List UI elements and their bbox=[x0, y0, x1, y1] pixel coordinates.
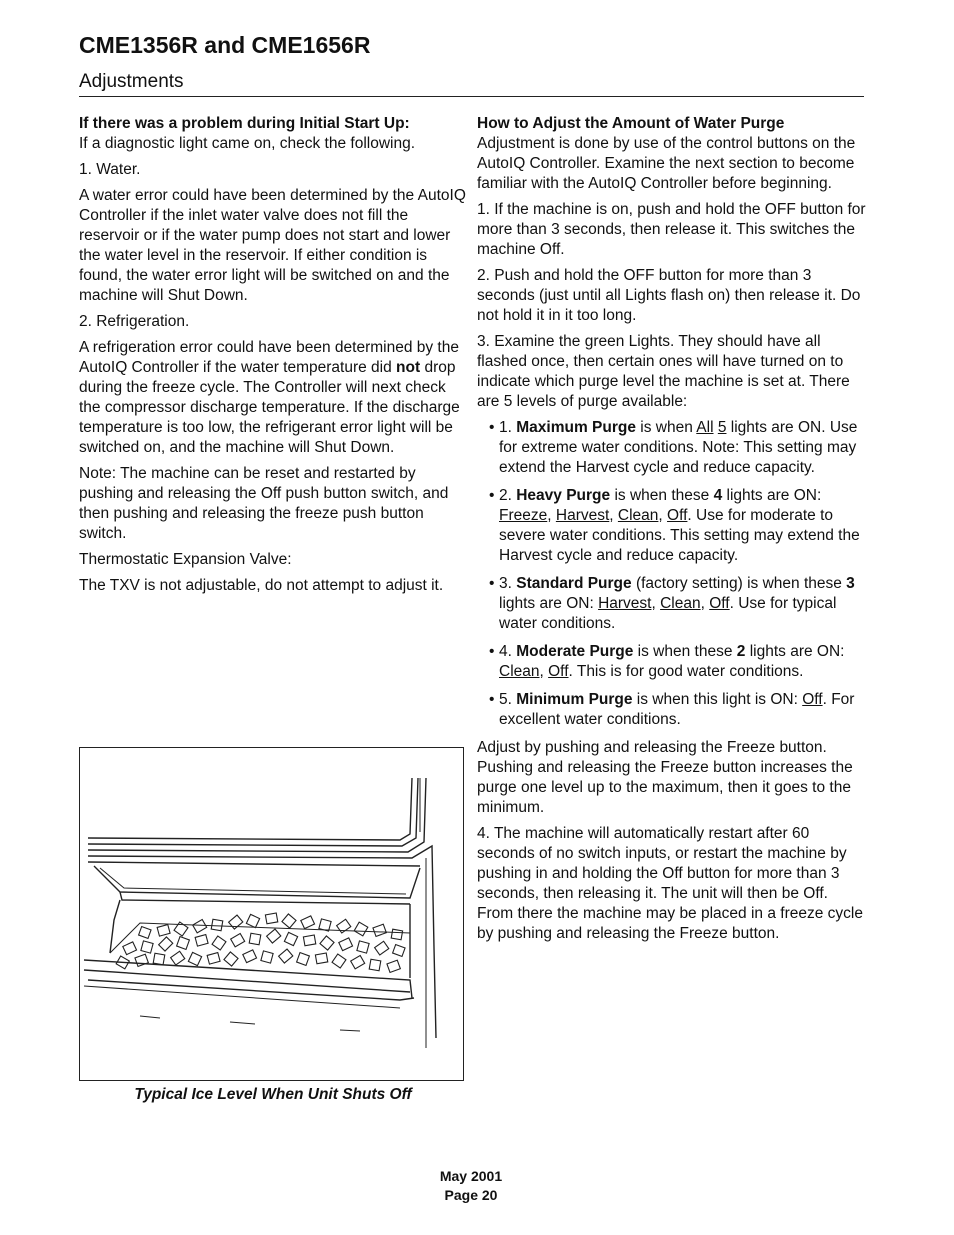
section-title: Adjustments bbox=[79, 71, 184, 92]
bullet-icon: • bbox=[489, 419, 495, 436]
txv-text: The TXV is not adjustable, do not attempt to adjust it. bbox=[79, 577, 444, 594]
diagnostic-intro: If a diagnostic light came on, check the following. bbox=[79, 135, 416, 152]
refrigeration-label: 2. Refrigeration. bbox=[79, 313, 190, 330]
purge-step-1: 1. If the machine is on, push and hold the OFF button for more than 3 seconds, then release it. This switches the machine Off. bbox=[477, 201, 866, 258]
page-footer bbox=[0, 1167, 942, 1205]
water-error-text: A water error could have been determined by the AutoIQ Controller if the inlet water valve does not fill the reservoir or if the water pump does not start and lower the water level in the reservoir. If either condition is found, the water error light will be switched on and the machine will Shut Down. bbox=[79, 187, 466, 304]
right-column bbox=[477, 114, 867, 950]
bullet-icon: • bbox=[489, 487, 495, 504]
purge-level-list bbox=[477, 418, 867, 730]
header-rule bbox=[79, 96, 864, 97]
figure-caption: Typical Ice Level When Unit Shuts Off bbox=[134, 1086, 412, 1103]
purge-level-standard: • 3. Standard Purge (factory setting) is when these 3 lights are ON: Harvest, Clean, Off. Use for typical water conditions. bbox=[489, 575, 855, 632]
ice-level-figure bbox=[79, 747, 464, 1081]
purge-step-2: 2. Push and hold the OFF button for more than 3 seconds (just until all Lights flash on) then release it. Do not hold it in it too long. bbox=[477, 267, 861, 324]
bullet-icon: • bbox=[489, 643, 495, 660]
purge-level-maximum: • 1. Maximum Purge is when All 5 lights are ON. Use for extreme water conditions. Note: This setting may extend the Harvest cycle and reduce capacity. bbox=[489, 419, 858, 476]
bullet-icon: • bbox=[489, 575, 495, 592]
refrigeration-error-text bbox=[79, 338, 467, 458]
water-label: 1. Water. bbox=[79, 161, 141, 178]
left-column bbox=[79, 114, 467, 602]
footer-date: May 2001 bbox=[439, 1168, 503, 1184]
bullet-icon: • bbox=[489, 691, 495, 708]
purge-level-heavy: • 2. Heavy Purge is when these 4 lights are ON: Freeze, Harvest, Clean, Off. Use for moderate to severe water conditions. This setting may extend the Harvest cycle and reduce capacity. bbox=[489, 487, 860, 564]
refrig-text-a: A refrigeration error could have been determined by the AutoIQ Controller if the water temperature did bbox=[79, 339, 459, 376]
purge-level-moderate: • 4. Moderate Purge is when these 2 lights are ON: Clean, Off. This is for good water conditions. bbox=[489, 643, 845, 680]
ice-cubes bbox=[116, 913, 405, 972]
startup-problem-heading: If there was a problem during Initial Start Up: bbox=[79, 115, 410, 132]
purge-intro: Adjustment is done by use of the control buttons on the AutoIQ Controller. Examine the next section to become familiar with the AutoIQ Controller before beginning. bbox=[477, 135, 856, 192]
refrig-not: not bbox=[396, 359, 421, 376]
page-number: Page 20 bbox=[444, 1187, 498, 1203]
txv-label: Thermostatic Expansion Valve: bbox=[79, 551, 292, 568]
reset-note: Note: The machine can be reset and restarted by pushing and releasing the Off push button switch, and then pushing and releasing the freeze push button switch. bbox=[79, 465, 449, 542]
purge-level-minimum: • 5. Minimum Purge is when this light is ON: Off. For excellent water conditions. bbox=[489, 691, 855, 728]
water-purge-heading: How to Adjust the Amount of Water Purge bbox=[477, 115, 785, 132]
refrig-text-b: drop during the freeze cycle. The Controller will next check the compressor discharge temperature. If the discharge temperature is too low, the refrigerant error light will be switched on, and the machine will Shut Down. bbox=[79, 359, 460, 456]
adjust-freeze-text: Adjust by pushing and releasing the Freeze button. Pushing and releasing the Freeze button increases the purge one level up to the maximum, then it goes to the minimum. bbox=[477, 739, 853, 816]
page-title: CME1356R and CME1656R bbox=[79, 32, 371, 58]
ice-bin-illustration bbox=[80, 748, 463, 1080]
purge-step-4: 4. The machine will automatically restart after 60 seconds of no switch inputs, or restart the machine by pushing in and holding the Off button for more than 3 seconds, then releasing it. The unit will then be Off. From there the machine may be placed in a freeze cycle by pushing and releasing the Freeze button. bbox=[477, 825, 863, 942]
purge-step-3: 3. Examine the green Lights. They should have all flashed once, then certain ones will have turned on to indicate which purge level the machine is set at. There are 5 levels of purge available: bbox=[477, 333, 850, 410]
